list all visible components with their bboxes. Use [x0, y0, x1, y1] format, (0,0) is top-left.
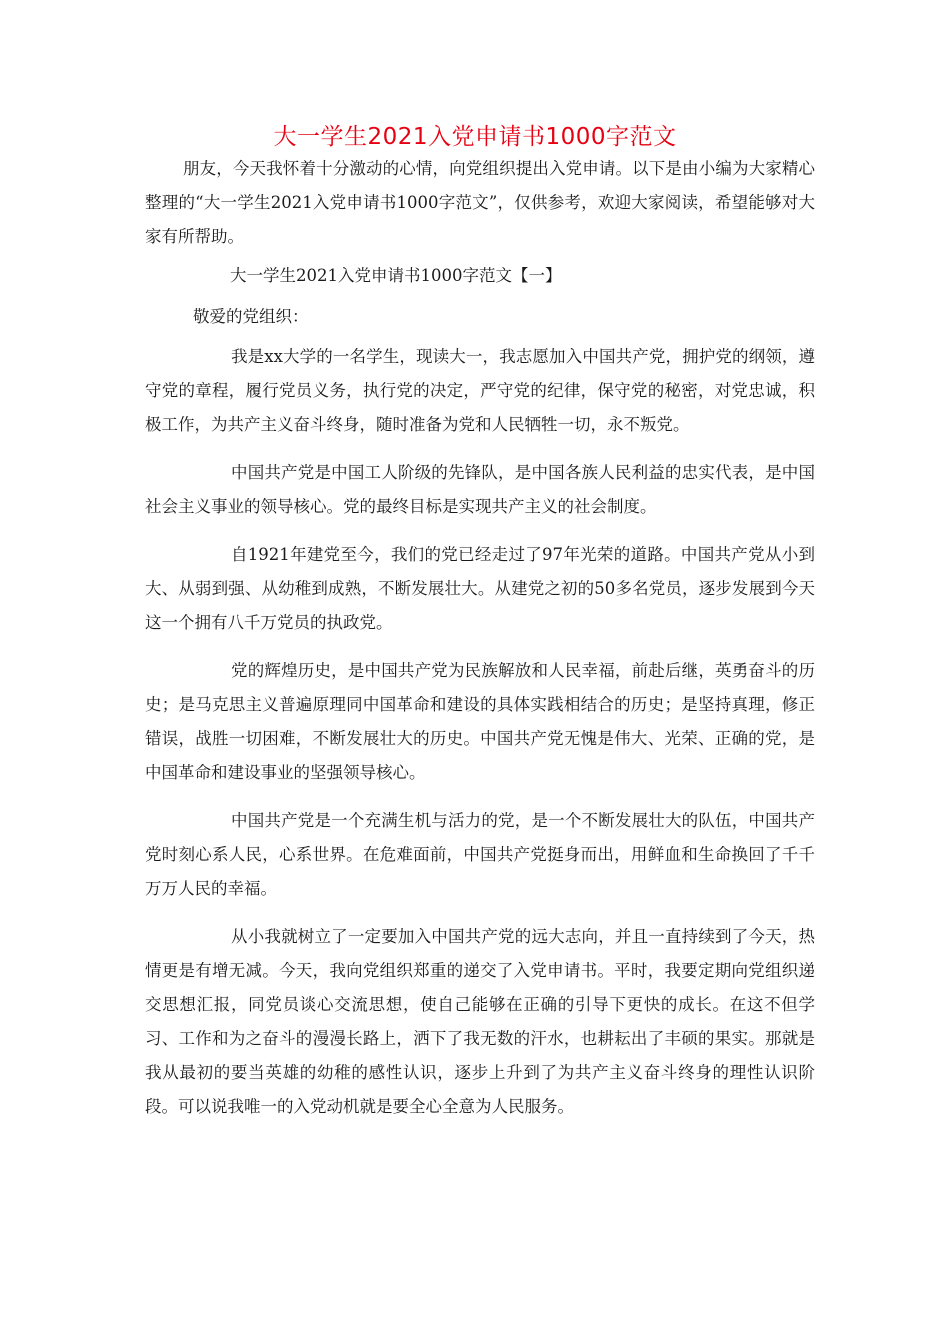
document-title: 大一学生2021入党申请书1000字范文 — [273, 124, 677, 150]
body-paragraph-5: 中国共产党是一个充满生机与活力的党，是一个不断发展壮大的队伍，中国共产党时刻心系人民，心系世界。在危难面前，中国共产党挺身而出，用鲜血和生命换回了千千万万人民的幸福。 — [145, 811, 815, 898]
body-paragraph-4: 党的辉煌历史，是中国共产党为民族解放和人民幸福，前赴后继，英勇奋斗的历史；是马克思主义普遍原理同中国革命和建设的具体实践相结合的历史；是坚持真理，修正错误，战胜一切困难，不断发展壮大的历史。中国共产党无愧是伟大、光荣、正确的党，是中国革命和建设事业的坚强领导核心。 — [145, 661, 815, 782]
body-paragraph-1: 我是xx大学的一名学生，现读大一，我志愿加入中国共产党，拥护党的纲领，遵守党的章程，履行党员义务，执行党的决定，严守党的纪律，保守党的秘密，对党忠诚，积极工作，为共产主义奋斗终身，随时准备为党和人民牺牲一切，永不叛党。 — [145, 347, 815, 434]
letter-body — [145, 340, 815, 1138]
body-paragraph-3: 自1921年建党至今，我们的党已经走过了97年光荣的道路。中国共产党从小到大、从弱到强、从幼稚到成熟，不断发展壮大。从建党之初的50多名党员，逐步发展到今天这一个拥有八千万党员的执政党。 — [145, 545, 815, 632]
salutation: 敬爱的党组织： — [193, 307, 309, 326]
intro-paragraph: 朋友，今天我怀着十分激动的心情，向党组织提出入党申请。以下是由小编为大家精心整理的“大一学生2021入党申请书1000字范文”，仅供参考，欢迎大家阅读，希望能够对大家有所帮助。 — [145, 159, 815, 246]
body-paragraph-6: 从小我就树立了一定要加入中国共产党的远大志向，并且一直持续到了今天，热情更是有增无减。今天，我向党组织郑重的递交了入党申请书。平时，我要定期向党组织递交思想汇报，同党员谈心交流思想，使自己能够在正确的引导下更快的成长。在这不但学习、工作和为之奋斗的漫漫长路上，洒下了我无数的汗水，也耕耘出了丰硕的果实。那就是我从最初的要当英雄的幼稚的感性认识，逐步上升到了为共产主义奋斗终身的理性认识阶段。可以说我唯一的入党动机就是要全心全意为人民服务。 — [145, 927, 815, 1116]
section-heading: 大一学生2021入党申请书1000字范文【一】 — [230, 266, 562, 285]
intro-section — [145, 152, 815, 254]
body-paragraph-2: 中国共产党是中国工人阶级的先锋队，是中国各族人民利益的忠实代表，是中国社会主义事业的领导核心。党的最终目标是实现共产主义的社会制度。 — [145, 463, 815, 516]
